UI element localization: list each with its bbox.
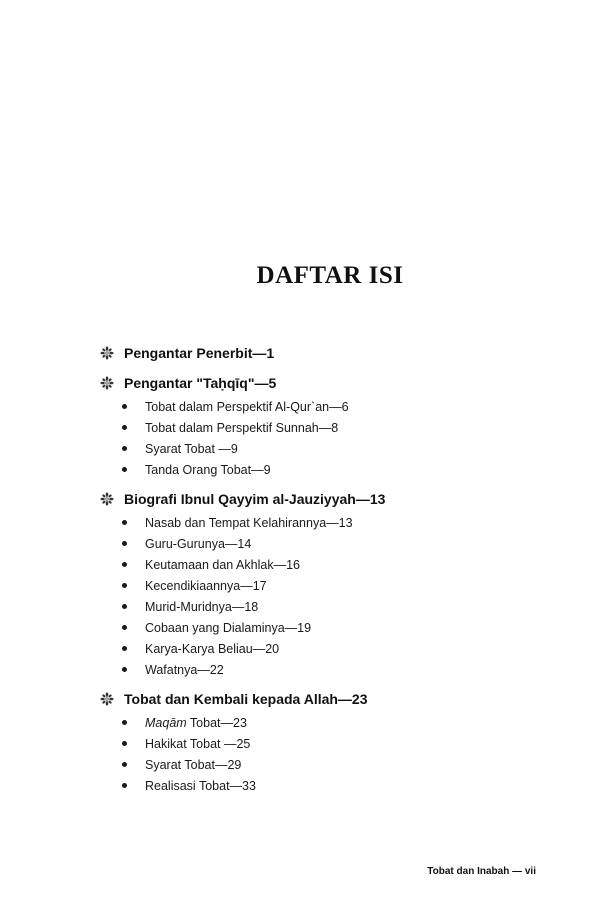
toc-item [100, 533, 540, 554]
toc-item-label: Murid-Muridnya—18 [145, 599, 259, 614]
flower-ornament-icon [100, 692, 114, 706]
toc-item-label: Tobat—23 [186, 715, 247, 730]
toc-item-text [145, 516, 353, 530]
toc-item-label: Nasab dan Tempat Kelahirannya—13 [145, 515, 353, 530]
toc-item [100, 396, 540, 417]
toc-heading-text: Biografi Ibnul Qayyim al-Jauziyyah—13 [124, 491, 386, 507]
toc-item [100, 659, 540, 680]
toc-item-text [145, 737, 250, 751]
toc-item-label: Karya-Karya Beliau—20 [145, 641, 280, 656]
toc-item-text [145, 758, 241, 772]
bullet-icon [122, 625, 127, 630]
toc-item-label: Realisasi Tobat—33 [145, 778, 256, 793]
toc-item [100, 775, 540, 796]
toc-section [100, 372, 540, 480]
bullet-icon [122, 520, 127, 525]
toc-item-label: Tanda Orang Tobat—9 [145, 462, 271, 477]
toc-item-text [145, 642, 279, 656]
toc-item-label: Keutamaan dan Akhlak—16 [145, 557, 300, 572]
bullet-icon [122, 741, 127, 746]
toc-section-heading [100, 342, 540, 364]
table-of-contents [100, 342, 540, 804]
toc-item [100, 512, 540, 533]
toc-item-text [145, 663, 224, 677]
toc-section [100, 488, 540, 680]
toc-item-text [145, 421, 338, 435]
toc-item-label: Cobaan yang Dialaminya—19 [145, 620, 312, 635]
toc-item-label: Hakikat Tobat —25 [145, 736, 251, 751]
flower-ornament-icon [100, 376, 114, 390]
toc-item [100, 438, 540, 459]
toc-item [100, 554, 540, 575]
toc-item-text [145, 579, 267, 593]
toc-item-label: Kecendikiaannya—17 [145, 578, 267, 593]
flower-ornament-icon [100, 492, 114, 506]
bullet-icon [122, 467, 127, 472]
toc-section-heading [100, 688, 540, 710]
toc-item [100, 575, 540, 596]
toc-item [100, 417, 540, 438]
bullet-icon [122, 646, 127, 651]
bullet-icon [122, 404, 127, 409]
toc-heading-text: Pengantar "Taḥqīq"—5 [124, 375, 277, 391]
toc-item [100, 617, 540, 638]
toc-section-heading [100, 372, 540, 394]
bullet-icon [122, 720, 127, 725]
toc-item [100, 754, 540, 775]
toc-item-label: Tobat dalam Perspektif Sunnah—8 [145, 420, 339, 435]
bullet-icon [122, 562, 127, 567]
toc-section [100, 342, 540, 364]
toc-item-text [145, 621, 311, 635]
bullet-icon [122, 446, 127, 451]
page-footer: Tobat dan Inabah — vii [427, 866, 536, 877]
bullet-icon [122, 583, 127, 588]
toc-heading-text: Tobat dan Kembali kepada Allah—23 [124, 691, 368, 707]
toc-item-label: Syarat Tobat —9 [145, 441, 238, 456]
bullet-icon [122, 783, 127, 788]
bullet-icon [122, 604, 127, 609]
toc-item-emphasis: Maqām [145, 715, 187, 730]
toc-heading-text: Pengantar Penerbit—1 [124, 345, 275, 361]
toc-item-text [145, 463, 271, 477]
toc-item-label: Wafatnya—22 [145, 662, 224, 677]
toc-item [100, 638, 540, 659]
toc-item [100, 733, 540, 754]
toc-item-text [145, 537, 251, 551]
toc-section [100, 688, 540, 796]
bullet-icon [122, 762, 127, 767]
toc-item-list [100, 512, 540, 680]
toc-item-list [100, 712, 540, 796]
toc-item-text [145, 400, 349, 414]
toc-item-label: Guru-Gurunya—14 [145, 536, 252, 551]
toc-item [100, 596, 540, 617]
bullet-icon [122, 425, 127, 430]
flower-ornament-icon [100, 346, 114, 360]
toc-item-text [145, 442, 238, 456]
toc-item-text [145, 558, 300, 572]
page-title: DAFTAR ISI [256, 262, 404, 289]
toc-item-label: Tobat dalam Perspektif Al-Qur`an—6 [145, 399, 349, 414]
toc-item-text [145, 779, 256, 793]
toc-item [100, 712, 540, 733]
toc-section-heading [100, 488, 540, 510]
toc-item-text [145, 600, 258, 614]
bullet-icon [122, 667, 127, 672]
toc-item-text [145, 716, 247, 730]
toc-item [100, 459, 540, 480]
bullet-icon [122, 541, 127, 546]
toc-item-label: Syarat Tobat—29 [145, 757, 242, 772]
toc-item-list [100, 396, 540, 480]
